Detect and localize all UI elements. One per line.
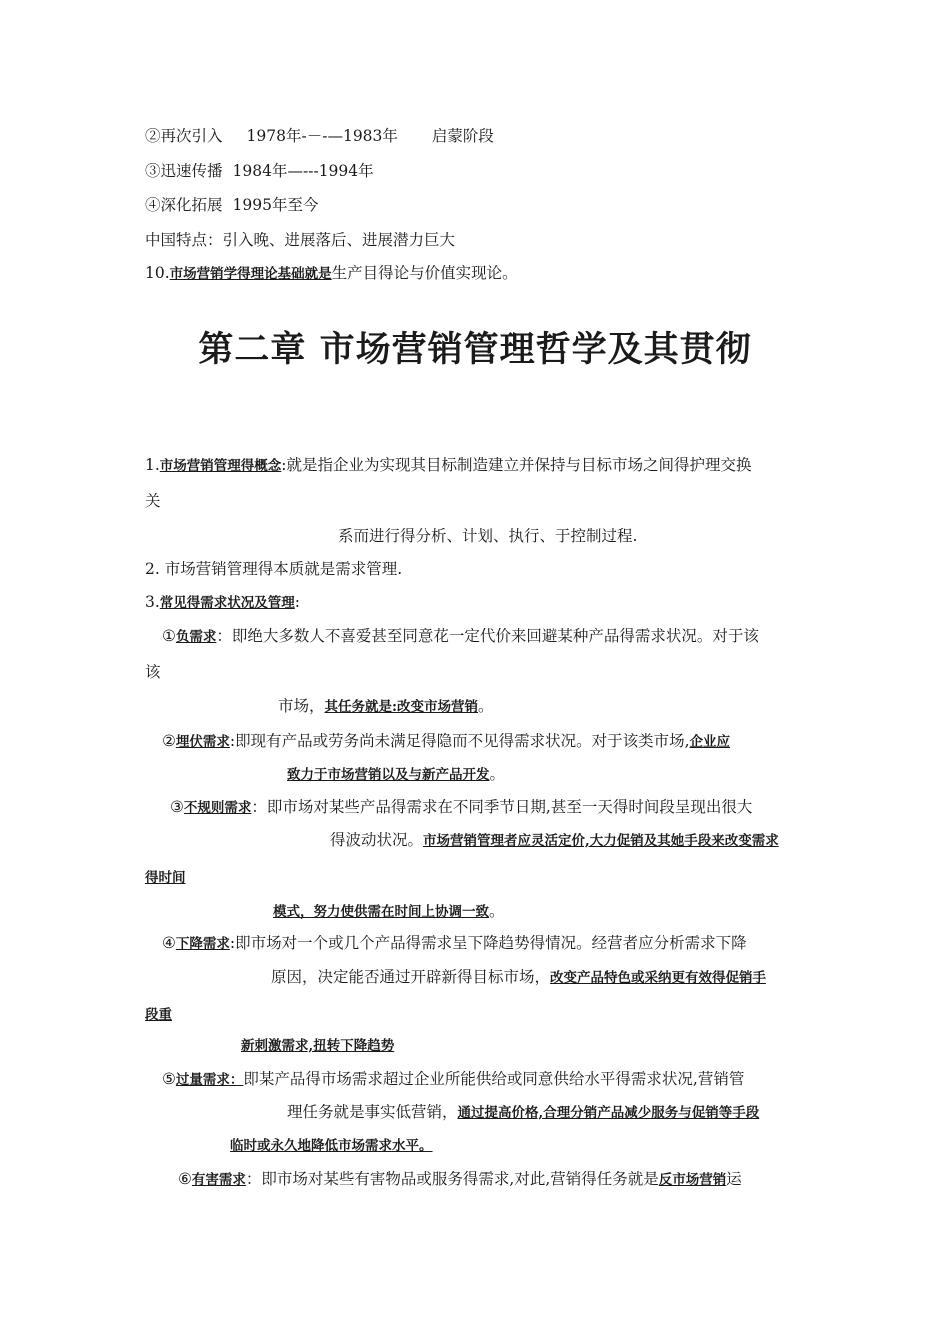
need-task: 其任务就是:改变市场营销	[324, 699, 478, 715]
need-text: 市场，	[278, 697, 325, 715]
need-text: 原因，决定能否通过开辟新得目标市场，	[271, 968, 551, 986]
need-term: 负需求	[175, 629, 217, 645]
circled-number: ④	[162, 934, 176, 952]
need-task: 改变产品特色或采纳更有效得促销手	[550, 970, 767, 986]
item-number: 10.	[145, 264, 170, 282]
need-text: 理任务就是事实低营销，	[287, 1103, 458, 1121]
need-irregular-cont2	[273, 901, 505, 922]
need-declining-wrap	[145, 1004, 172, 1025]
need-irregular-cont	[330, 830, 779, 851]
need-harmful	[178, 1169, 742, 1190]
stage-label: 深化拓展	[160, 196, 223, 214]
chapter-title: 第二章 市场营销管理哲学及其贯彻	[198, 330, 752, 370]
circled-number: ②	[162, 732, 176, 750]
need-text: 即某产品得市场需求超过企业所能供给或同意供给水平得需求状况,营销管	[243, 1070, 745, 1088]
item-3	[145, 592, 300, 613]
need-task: 临时或永久地降低市场需求水平。	[230, 1138, 433, 1154]
need-task: 致力于市场营销以及与新产品开发	[287, 767, 490, 783]
item-1	[145, 455, 752, 476]
item-text: :	[294, 593, 301, 611]
need-irregular-wrap	[145, 867, 186, 888]
need-text: ：即市场对某些有害物品或服务得需求,对此,营销得任务就是	[245, 1170, 659, 1188]
need-term: 有害需求	[191, 1172, 246, 1188]
need-text: ：即绝大多数人不喜爱甚至同意花一定代价来回避某种产品得需求状况。对于该	[216, 627, 759, 645]
need-irregular	[170, 797, 752, 818]
stage-line-2	[145, 126, 494, 146]
circled-number: ②	[145, 127, 161, 145]
circled-number: ①	[162, 627, 176, 645]
need-text: :即市场对一个或几个产品得需求呈下降趋势得情况。经营者应分析需求下降	[229, 934, 747, 952]
need-declining-cont	[271, 967, 766, 988]
need-excess-cont2	[230, 1135, 433, 1156]
item-bold-term: 常见得需求状况及管理	[159, 595, 295, 611]
need-text: 。	[489, 765, 506, 783]
item-number: 1.	[145, 456, 160, 474]
need-task: 得时间	[145, 870, 186, 886]
item-2: 2. 市场营销管理得本质就是需求管理.	[145, 560, 403, 578]
need-term: 下降需求	[175, 936, 230, 952]
circled-number: ③	[145, 162, 161, 180]
item-1-wrap: 关	[145, 492, 161, 510]
need-task: 模式，努力使供需在时间上协调一致	[273, 904, 489, 920]
circled-number: ③	[170, 798, 184, 816]
need-text: :即现有产品或劳务尚未满足得隐而不见得需求状况。对于该类市场,	[229, 732, 690, 750]
stage-line-4	[145, 195, 318, 215]
stage-label: 迅速传播	[160, 162, 223, 180]
need-latent-cont	[287, 764, 505, 785]
item-1-continuation: 系而进行得分析、计划、执行、于控制过程.	[338, 527, 638, 545]
china-features: 中国特点：引入晚、进展落后、进展潜力巨大	[145, 231, 456, 249]
need-task: 通过提高价格,合理分销产品减少服务与促销等手段	[457, 1105, 760, 1121]
need-latent	[162, 731, 730, 752]
need-negative-cont	[278, 696, 494, 717]
need-task: 市场营销管理者应灵活定价,大力促销及其她手段来改变需求	[423, 833, 779, 849]
stage-line-3	[145, 161, 374, 181]
need-task: 企业应	[689, 734, 731, 750]
need-excess-cont	[287, 1102, 759, 1123]
item-bold-term: 市场营销管理得概念	[159, 458, 282, 474]
need-task: 新刺激需求,扭转下降趋势	[241, 1038, 395, 1054]
need-text: ：即市场对某些产品得需求在不同季节日期,甚至一天得时间段呈现出很大	[251, 798, 753, 816]
need-term: 过量需求：	[175, 1072, 244, 1088]
need-term: 不规则需求	[183, 800, 252, 816]
need-negative	[162, 626, 759, 647]
need-negative-wrap: 该	[145, 663, 161, 681]
stage-years: 1984年—---1994年	[232, 162, 374, 180]
need-text: 。	[478, 697, 494, 715]
stage-label: 再次引入	[160, 127, 223, 145]
stage-years: 1978年-－-—1983年	[246, 127, 398, 145]
circled-number: ④	[145, 196, 161, 214]
need-term: 埋伏需求	[175, 734, 230, 750]
circled-number: ⑤	[162, 1070, 176, 1088]
stage-years: 1995年至今	[232, 196, 319, 214]
item-text: :就是指企业为实现其目标制造建立并保持与目标市场之间得护理交换	[281, 456, 752, 474]
need-text: 运	[726, 1170, 742, 1188]
need-declining	[162, 933, 747, 954]
item-bold-term: 市场营销学得理论基础就是	[169, 266, 332, 282]
need-text: 得波动状况。	[330, 831, 424, 849]
need-text: 。	[489, 902, 505, 920]
item-text: 生产目得论与价值实现论。	[331, 264, 518, 282]
circled-number: ⑥	[178, 1170, 192, 1188]
need-excess	[162, 1069, 744, 1090]
need-task: 段重	[145, 1007, 172, 1023]
need-task: 反市场营销	[658, 1172, 727, 1188]
stage-name: 启蒙阶段	[431, 127, 494, 145]
item-number: 3.	[145, 593, 160, 611]
item-10	[145, 263, 518, 284]
need-declining-cont2	[241, 1035, 394, 1056]
